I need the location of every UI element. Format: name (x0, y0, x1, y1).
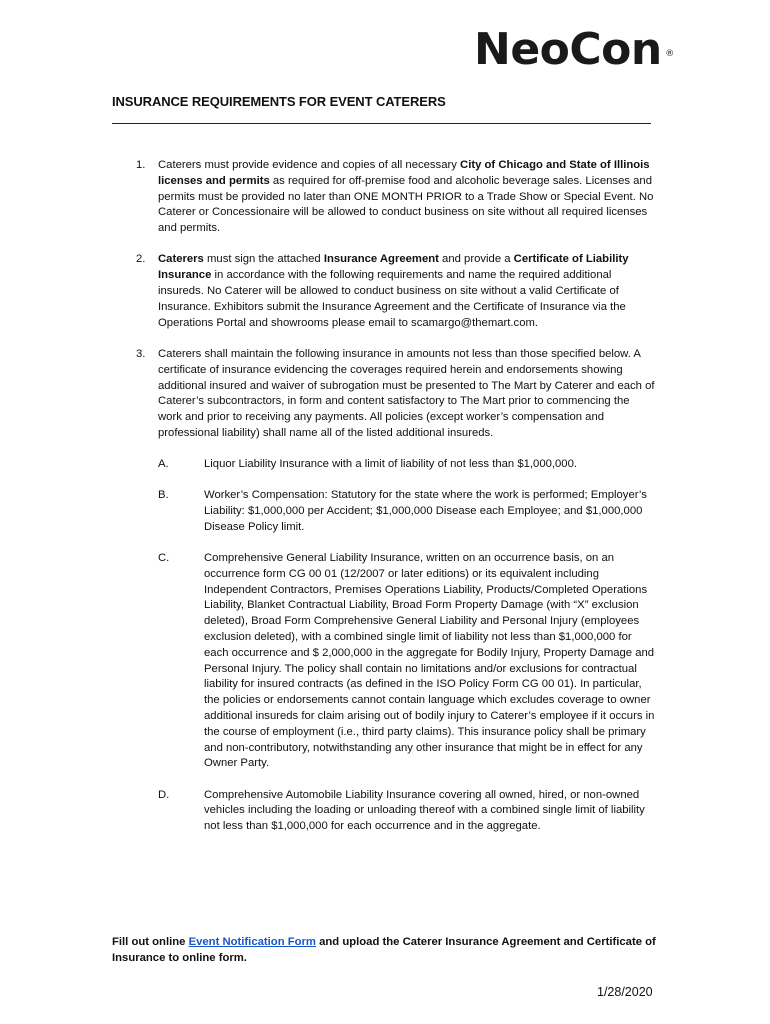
item-text (158, 347, 656, 442)
item-number: 3. (136, 347, 146, 360)
item-text-segment: Caterers must provide evidence and copies of all necessary (158, 159, 461, 171)
logo-text: NeoCon (474, 24, 662, 75)
sub-requirement (158, 488, 656, 535)
footer-text-before: Fill out online (112, 936, 189, 948)
sub-item-letter: D. (158, 788, 170, 801)
item-text (158, 252, 656, 331)
requirements-list (136, 158, 656, 835)
item-text (158, 158, 656, 237)
footer-instructions (112, 934, 672, 966)
sub-requirement (158, 457, 656, 473)
item-text-segment: Caterers shall maintain the following insurance in amounts not less than those specified below. A certificate of insurance evidencing the coverages required herein and endorsements showing additional insured and waiver of subrogation must be presented to The Mart by Caterer and each of Caterer’s subcontractors, in form and content satisfactory to The Mart prior to commencing the work and prior to receiving any payments. All policies (except worker’s compensation and professional liability) shall name all of the listed additional insureds. (158, 347, 655, 439)
item-text-segment: and provide a (438, 253, 514, 266)
document-date: 1/28/2020 (597, 985, 653, 999)
footer-text-after: and upload the Caterer Insurance Agreement and Certificate of Insurance to online form. (112, 936, 656, 964)
requirement-item (136, 252, 656, 331)
emphasized-text: City of Chicago and State of Illinois licenses and permits (158, 159, 650, 187)
sub-item-text: Comprehensive Automobile Liability Insurance covering all owned, hired, or non-owned vehicles including the loading or unloading thereof with a combined single limit of liability not less than $1,000,000 for each occurrence and in the aggregate. (204, 788, 645, 833)
emphasized-text: Insurance Agreement (323, 253, 439, 266)
sub-item-text: Liquor Liability Insurance with a limit of liability of not less than $1,000,000. (204, 457, 578, 470)
emphasized-text: Certificate of Liability Insurance (158, 253, 629, 282)
sub-item-text: Comprehensive General Liability Insurance, written on an occurrence basis, on an occurrence form CG 00 01 (12/2007 or later editions) or its equivalent including Independent Contractors, Premises Operations Liability, Products/Completed Operations Liability, Blanket Contractual Liability, Broad Form Property Damage (with “X” exclusion deleted), Broad Form Comprehensive General Liability and Personal Injury (employees exclusion deleted), with a combined single limit of liability not less than $1,000,000 for each occurrence and $ 2,000,000 in the aggregate for Bodily Injury, Property Damage and Personal Injury. The policy shall contain no limitations and/or exclusions for contractual liability for insured contracts (as defined in the ISO Policy Form CG 00 01). In particular, the policies or endorsements cannot contain language which excludes coverage to owner additional insureds for claim arising out of bodily injury to Caterer’s employee if it occurs in the course of employment (i.e., third party claims). This insurance policy shall be primary and non-contributory, notwithstanding any other insurance that might be in effect for any Owner Party. (204, 551, 655, 770)
sub-item-letter: A. (158, 457, 169, 470)
page-title: INSURANCE REQUIREMENTS FOR EVENT CATERERS (112, 94, 446, 109)
emphasized-text: Caterers (158, 253, 204, 266)
item-number: 1. (136, 159, 146, 171)
event-notification-form-link[interactable]: Event Notification Form (188, 936, 316, 948)
requirement-item (136, 347, 656, 835)
sub-requirement (158, 788, 656, 835)
item-text-segment: must sign the attached (203, 253, 324, 266)
title-divider (112, 123, 651, 124)
requirement-item (136, 158, 656, 237)
item-number: 2. (136, 253, 146, 266)
sub-item-letter: B. (158, 489, 169, 502)
item-text-segment: as required for off-premise food and alcoholic beverage sales. Licenses and permits must be provided no later than ONE MONTH PRIOR to a Trade Show or Special Event. No Caterer or Concessionaire will be allowed to conduct business on site without all required licenses and permits. (158, 174, 654, 235)
sub-requirement (158, 551, 656, 772)
item-text-segment: in accordance with the following requirements and name the required additional insureds. No Caterer will be allowed to conduct business on site without a valid Certificate of Insurance. Exhibitors submit the Insurance Agreement and the Certificate of Insurance via the Operations Portal and showrooms please email to scamargo@themart.com. (158, 269, 626, 329)
neocon-logo (474, 24, 674, 75)
registered-mark: ® (665, 49, 674, 59)
sub-item-letter: C. (158, 551, 170, 564)
sub-item-text: Worker’s Compensation: Statutory for the state where the work is performed; Employer’s Liability: $1,000,000 per Accident; $1,000,000 Disease each Employee; and $1,000,000 Disease Policy limit. (204, 489, 647, 533)
